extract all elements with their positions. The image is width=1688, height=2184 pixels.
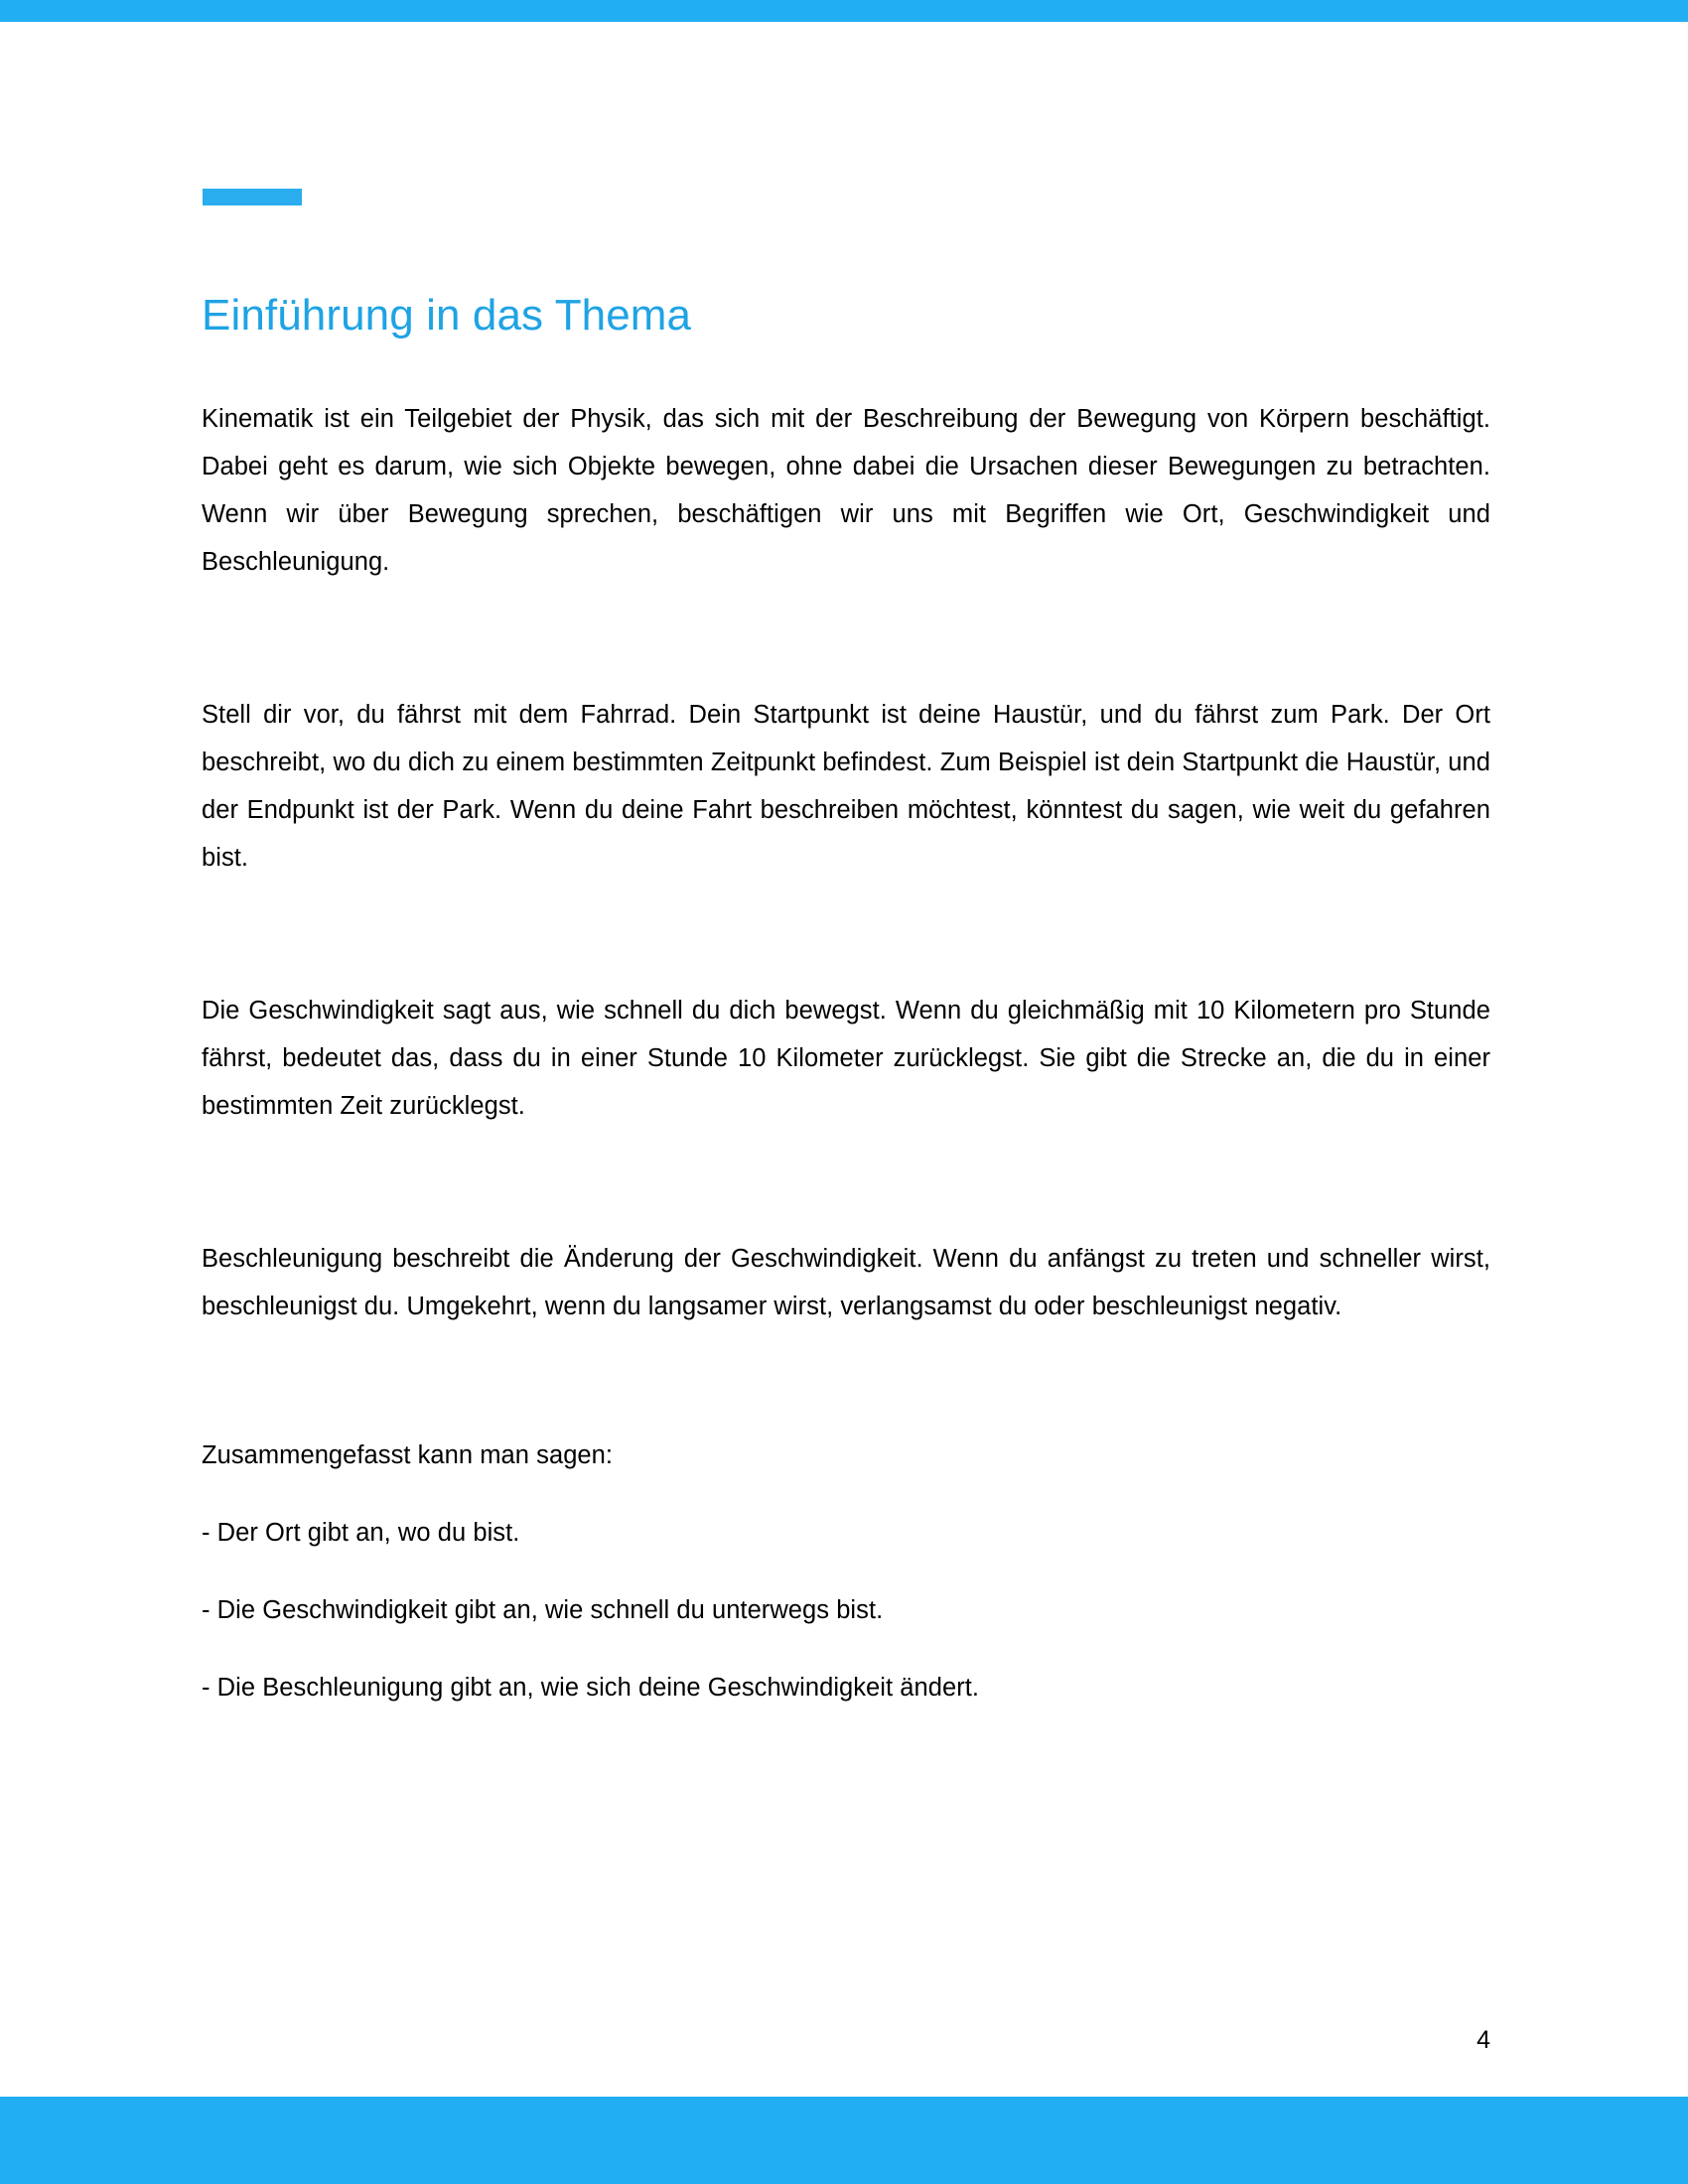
summary-intro: Zusammengefasst kann man sagen: — [202, 1441, 614, 1469]
summary-item-ort: - Der Ort gibt an, wo du bist. — [202, 1519, 520, 1547]
summary-section — [202, 1432, 1490, 1711]
paragraph-2: Stell dir vor, du fährst mit dem Fahrrad. Dein Startpunkt ist deine Haustür, und du fährst zum Park. Der Ort beschreibt, wo du dich zu einem bestimmten Zeitpunkt befindest. Zum Beispiel ist dein Startpunkt die Haustür, und der Endpunkt ist der Park. Wenn du deine Fahrt beschreiben möchtest, könntest du sagen, wie weit du gefahren bist. — [202, 701, 1490, 872]
top-accent-bar — [0, 0, 1688, 22]
paragraph-4: Beschleunigung beschreibt die Änderung der Geschwindigkeit. Wenn du anfängst zu treten und schneller wirst, beschleunigst du. Umgekehrt, wenn du langsamer wirst, verlangsamst du oder beschleunigst negativ. — [202, 1245, 1490, 1320]
summary-item-geschwindigkeit: - Die Geschwindigkeit gibt an, wie schnell du unterwegs bist. — [202, 1596, 884, 1624]
summary-item-beschleunigung: - Die Beschleunigung gibt an, wie sich deine Geschwindigkeit ändert. — [202, 1674, 980, 1702]
paragraph-3: Die Geschwindigkeit sagt aus, wie schnell du dich bewegst. Wenn du gleichmäßig mit 10 Kilometern pro Stunde fährst, bedeutet das, dass du in einer Stunde 10 Kilometer zurücklegst. Sie gibt die Strecke an, die du in einer bestimmten Zeit zurücklegst. — [202, 997, 1490, 1120]
page-content — [202, 288, 1490, 1711]
body-paragraphs — [202, 395, 1490, 1330]
page-number: 4 — [1477, 2026, 1490, 2054]
page-title: Einführung in das Thema — [202, 291, 692, 340]
paragraph-1: Kinematik ist ein Teilgebiet der Physik, das sich mit der Beschreibung der Bewegung von Körpern beschäftigt. Dabei geht es darum, wie sich Objekte bewegen, ohne dabei die Ursachen dieser Bewegungen zu betrachten. Wenn wir über Bewegung sprechen, beschäftigen wir uns mit Begriffen wie Ort, Geschwindigkeit und Beschleunigung. — [202, 405, 1490, 576]
heading-accent-dash — [203, 189, 302, 205]
bottom-accent-bar — [0, 2097, 1688, 2184]
